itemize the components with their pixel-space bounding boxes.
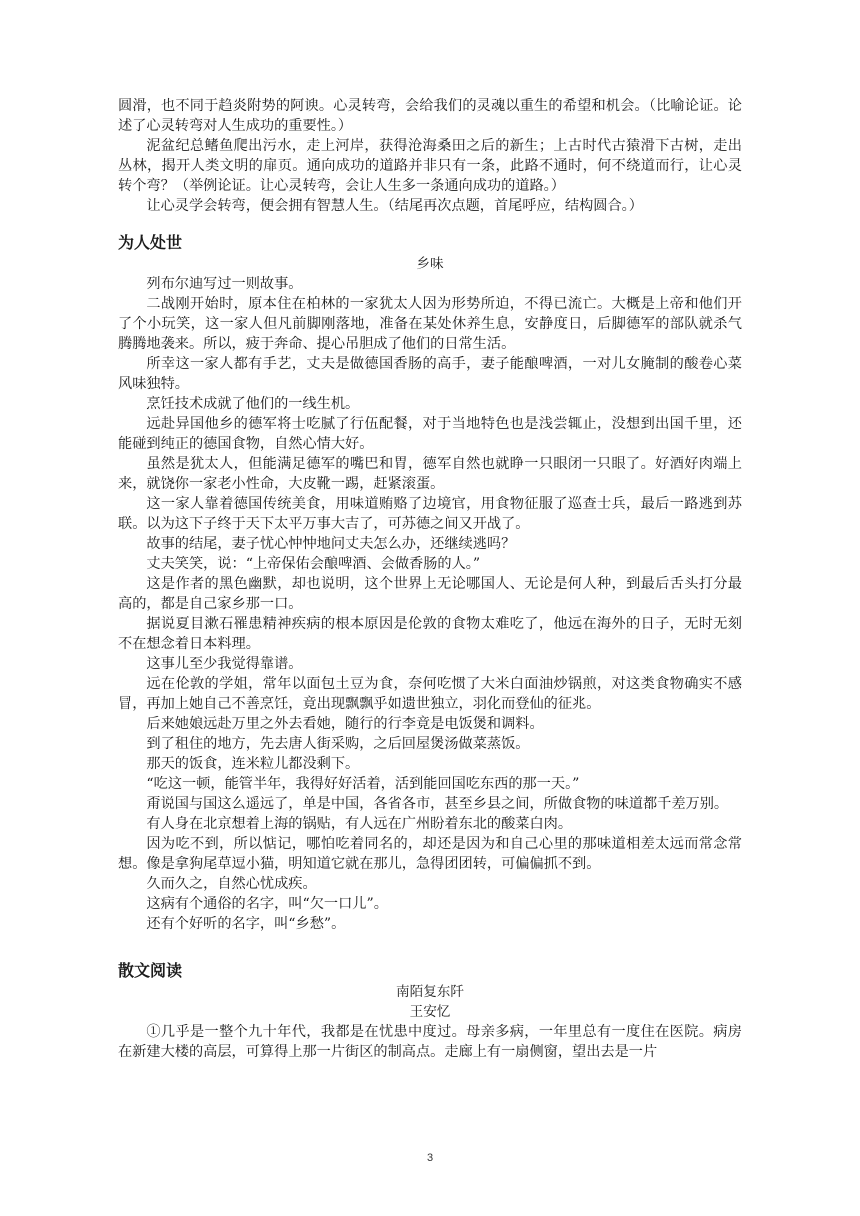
body-paragraph: 还有个好听的名字，叫“乡愁”。 xyxy=(146,916,346,932)
body-paragraph: 据说夏目漱石罹患精神疾病的根本原因是伦敦的食物太难吃了，他远在海外的日子，无时无刻不在想念着日本料理。 xyxy=(118,616,742,652)
body-paragraph: 远在伦敦的学姐，常年以面包土豆为食，奈何吃惯了大米白面油炒锅煎，对这类食物确实不感冒，再加上她自己不善烹饪，竟出现飘飘乎如遗世独立，羽化而登仙的征兆。 xyxy=(118,676,742,712)
body-paragraph: 列布尔迪写过一则故事。 xyxy=(146,276,303,292)
article-title-nanmo: 南陌复东阡 xyxy=(396,984,464,1000)
article-title-xiangwei: 乡味 xyxy=(416,256,444,272)
body-paragraph: 因为吃不到，所以惦记，哪怕吃着同名的，却还是因为和自己心里的那味道相差太远而常念常想。像是拿狗尾草逗小猫，明知道它就在那儿，急得团团转，可偏偏抓不到。 xyxy=(118,836,742,872)
intro-block xyxy=(118,96,742,216)
body-paragraph: 这是作者的黑色幽默，却也说明，这个世界上无论哪国人、无论是何人种，到最后舌头打分最高的，都是自己家乡那一口。 xyxy=(118,576,742,612)
section2-body xyxy=(118,1022,742,1062)
body-paragraph: 故事的结尾，妻子忧心忡忡地问丈夫怎么办，还继续逃吗？ xyxy=(146,536,516,552)
body-paragraph: 后来她娘远赴万里之外去看她，随行的行李竟是电饭煲和调料。 xyxy=(146,716,544,732)
section-heading-prose-reading: 散文阅读 xyxy=(118,961,183,980)
body-paragraph: 这一家人靠着德国传统美食，用味道贿赂了边境官，用食物征服了巡查士兵，最后一路逃到苏联。以为这下子终于天下太平万事大吉了，可苏德之间又开战了。 xyxy=(118,496,742,532)
body-paragraph: 远赴异国他乡的德军将士吃腻了行伍配餐，对于当地特色也是浅尝辄止，没想到出国千里，还能碰到纯正的德国食物，自然心情大好。 xyxy=(118,416,742,452)
section-heading-conduct: 为人处世 xyxy=(118,233,183,252)
section1-body xyxy=(118,274,742,934)
body-paragraph: 那天的饭食，连米粒儿都没剩下。 xyxy=(146,756,360,772)
body-paragraph: 所幸这一家人都有手艺，丈夫是做德国香肠的高手，妻子能酿啤酒，一对儿女腌制的酸卷心菜风味独特。 xyxy=(118,356,742,392)
body-paragraph: 到了租住的地方，先去唐人街采购，之后回屋煲汤做菜蒸饭。 xyxy=(146,736,530,752)
body-paragraph: 丈夫笑笑，说：“上帝保佑会酿啤酒、会做香肠的人。” xyxy=(146,556,481,572)
body-paragraph: “吃这一顿，能管半年，我得好好活着，活到能回国吃东西的那一天。” xyxy=(146,776,580,792)
body-paragraph: 烹饪技术成就了他们的一线生机。 xyxy=(146,396,360,412)
intro-paragraph: 泥盆纪总鳍鱼爬出污水，走上河岸，获得沧海桑田之后的新生；上古时代古猿滑下古树，走出丛林，揭开人类文明的扉页。通向成功的道路并非只有一条，此路不通时，何不绕道而行，让心灵转个弯？（举例论证。让心灵转弯，会让人生多一条通向成功的道路。） xyxy=(118,138,742,194)
body-paragraph: ①几乎是一整个九十年代，我都是在忧患中度过。母亲多病，一年里总有一度住在医院。病房在新建大楼的高层，可算得上那一片街区的制高点。走廊上有一扇侧窗，望出去是一片 xyxy=(118,1024,742,1060)
body-paragraph: 这病有个通俗的名字，叫“欠一口儿”。 xyxy=(146,896,388,912)
intro-paragraph: 让心灵学会转弯，便会拥有智慧人生。（结尾再次点题，首尾呼应，结构圆合。） xyxy=(146,198,643,214)
body-paragraph: 二战刚开始时，原本住在柏林的一家犹太人因为形势所迫，不得已流亡。大概是上帝和他们开了个小玩笑，这一家人但凡前脚刚落地，准备在某处休养生息，安静度日，后脚德军的部队就杀气腾腾地袭来。所以，疲于奔命、提心吊胆成了他们的日常生活。 xyxy=(118,296,742,352)
article-author: 王安忆 xyxy=(409,1004,451,1020)
body-paragraph: 久而久之，自然心忧成疾。 xyxy=(146,876,317,892)
body-paragraph: 虽然是犹太人，但能满足德军的嘴巴和胃，德军自然也就睁一只眼闭一只眼了。好酒好肉端上来，就饶你一家老小性命，大皮靴一踢，赶紧滚蛋。 xyxy=(118,456,742,492)
intro-paragraph: 圆滑，也不同于趋炎附势的阿谀。心灵转弯，会给我们的灵魂以重生的希望和机会。（比喻论证。论述了心灵转弯对人生成功的重要性。） xyxy=(118,98,742,134)
body-paragraph: 甭说国与国这么遥远了，单是中国，各省各市，甚至乡县之间，所做食物的味道都千差万别。 xyxy=(146,796,729,812)
page-number: 3 xyxy=(426,1152,434,1164)
document-page xyxy=(118,96,742,1062)
body-paragraph: 有人身在北京想着上海的锅贴，有人远在广州盼着东北的酸菜白肉。 xyxy=(146,816,573,832)
body-paragraph: 这事儿至少我觉得靠谱。 xyxy=(146,656,303,672)
